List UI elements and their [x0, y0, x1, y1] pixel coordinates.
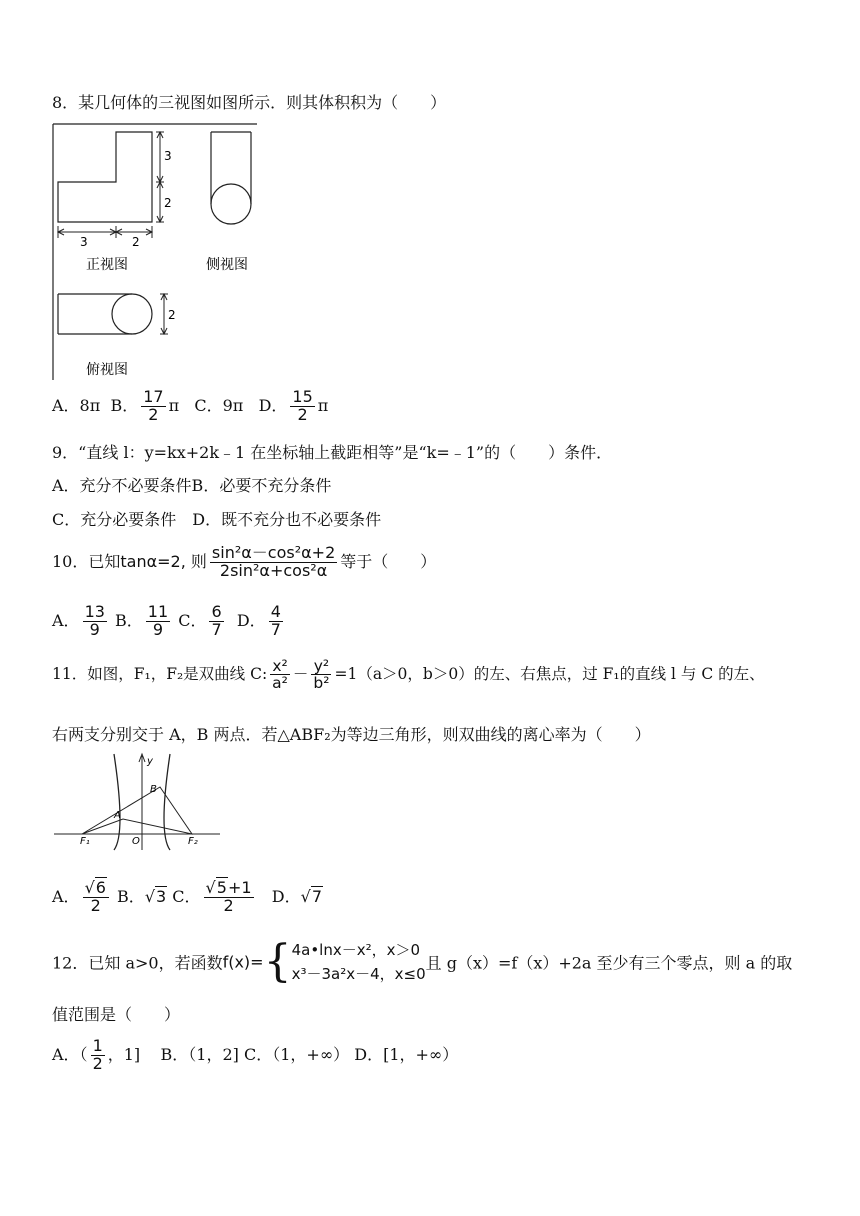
- dim-2-horizontal: 2: [132, 235, 140, 249]
- point-a-label: A: [114, 810, 121, 821]
- q10-option-b[interactable]: B． $\frac{11}{9}$: [115, 602, 169, 639]
- q8-option-a[interactable]: A．8π: [52, 395, 101, 415]
- dim-2-vertical: 2: [164, 196, 172, 210]
- q12-options: [52, 1038, 458, 1073]
- q12-option-a[interactable]: A．（ $\frac{1}{2}$ ，1]: [52, 1036, 141, 1073]
- top-view-circle: [112, 294, 152, 334]
- q12-option-c[interactable]: C．（1，+∞）: [244, 1044, 350, 1064]
- q8-stem: 8．某几何体的三视图如图所示．则其体积积为（ ）: [52, 93, 447, 112]
- q9-options-cd[interactable]: C．充分必要条件 D．既不充分也不必要条件: [52, 510, 382, 529]
- side-view-label: 侧视图: [206, 257, 248, 273]
- y-axis-label: y: [147, 756, 153, 767]
- q12-stem-line2: 值范围是（ ）: [52, 1005, 181, 1024]
- q11-option-a[interactable]: A． $\frac{√6}{2}$: [52, 887, 112, 906]
- q12-option-b[interactable]: B．（1，2]: [160, 1044, 239, 1064]
- q11-option-d[interactable]: D．√7: [271, 886, 323, 906]
- f2-label: F₂: [188, 836, 198, 847]
- side-view-circle: [211, 184, 251, 224]
- q10-options: [52, 604, 286, 639]
- case-1: 4a•lnx－x²，x＞0: [291, 941, 421, 959]
- q8-option-c[interactable]: C．9π: [194, 395, 244, 415]
- case-2: x³－3a²x－4，x≤0: [291, 965, 426, 983]
- q10-option-a[interactable]: A． $\frac{13}{9}$: [52, 602, 105, 639]
- q10-stem: 10．已知tanα=2, 则 $\frac{\text{sin²α－cos²α+2}}{\text{2sin²α+cos²α}}$ 等于（ ）: [52, 543, 437, 580]
- q12-option-d[interactable]: D．[1，+∞）: [354, 1044, 459, 1064]
- q11-option-b[interactable]: B．√3: [117, 886, 167, 906]
- q12-stem: 12．已知 a>0，若函数f(x)={ 4a•lnx－x²，x＞0 x³－3a²x－4，x≤0 且 g（x）=f（x）+2a 至少有三个零点，则 a 的取: [52, 936, 793, 987]
- right-branch: [164, 754, 170, 850]
- three-view-figure: [50, 122, 262, 382]
- q11-stem-line2: 右两支分别交于 A，B 两点．若△ABF₂为等边三角形，则双曲线的离心率为（ ）: [52, 725, 651, 744]
- q9-stem: 9．“直线 l：y=kx+2k﹣1 在坐标轴上截距相等”是“k=﹣1”的（ ）条件．: [52, 443, 613, 462]
- q9-options-ab[interactable]: A．充分不必要条件B．必要不充分条件: [52, 476, 332, 495]
- front-view-label: 正视图: [86, 257, 128, 273]
- front-view-shape: [58, 132, 152, 222]
- dim-2-top: 2: [168, 308, 176, 322]
- q11-option-c[interactable]: C． $\frac{√5+1}{2}$: [172, 878, 252, 915]
- q10-option-c[interactable]: C． $\frac{6}{7}$: [178, 602, 222, 639]
- dim-3-horizontal: 3: [80, 235, 88, 249]
- left-branch: [114, 754, 120, 850]
- point-b-label: B: [150, 784, 157, 795]
- piecewise-brace: {: [263, 936, 292, 987]
- q8-option-b[interactable]: B． $\frac{17}{2}$ π: [110, 387, 180, 424]
- hyperbola-figure: [52, 752, 224, 852]
- q8-options: [52, 389, 328, 424]
- q8-option-d[interactable]: D． $\frac{15}{2}$ π: [258, 387, 329, 424]
- dim-3-vertical: 3: [164, 149, 172, 163]
- q11-options: [52, 880, 323, 915]
- q11-stem: 11．如图，F₁，F₂是双曲线 C: $\frac{\text{x²}}{\text{a²}}$ － $\frac{\text{y²}}{\text{b²}}$ =1（a＞0，b＞0）的左、右焦点，过 F₁的直线 l 与 C 的左、: [52, 657, 765, 693]
- f1-label: F₁: [80, 836, 90, 847]
- top-view-label: 俯视图: [86, 362, 128, 378]
- q10-option-d[interactable]: D． $\frac{4}{7}$: [236, 602, 281, 639]
- origin-label: O: [132, 836, 140, 847]
